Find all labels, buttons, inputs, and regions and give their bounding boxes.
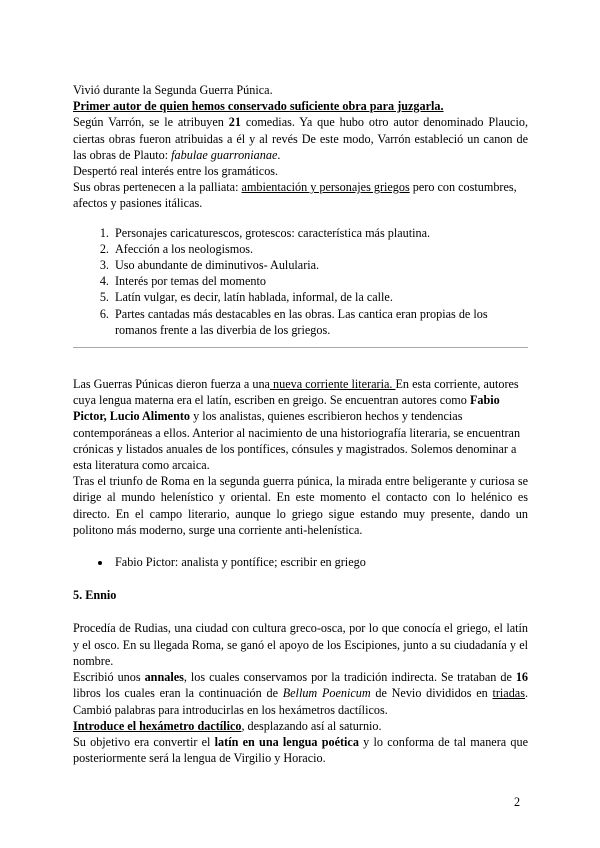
rome-triumph-paragraph: Tras el triunfo de Roma en la segunda guerra púnica, la mirada entre beligerante y curiosa se dirige al mundo helenístico y oriental. En este momento el contacto con lo helénico es directo. En el campo literario, aunque lo griego sigue estando muy presente, dando un politono más moderno, surge una corriente anti-helenística. — [73, 474, 528, 537]
punic-paragraph — [73, 376, 528, 473]
punic-text-c: y los analistas, quienes escribieron hechos y tendencias contemporáneas a ellos. Anterior al nacimiento de una historiografía literaria, se encuentran crónicas y listados anuales de los pontífices, cónsules y magistrados. Solemos denominar a esta literatura como arcaica. — [73, 409, 521, 473]
list-item: 4. Interés por temas del momento — [112, 273, 528, 289]
hexameter-line — [73, 718, 528, 734]
intro-line-first-author: Primer autor de quien hemos conservado suficiente obra para juzgarla. — [73, 99, 444, 114]
list-item: 1. Personajes caricaturescos, grotescos: característica más plautina. — [112, 225, 528, 241]
intro-line-war: Vivió durante la Segunda Guerra Púnica. — [73, 83, 273, 97]
punic-authors-bold: Fabio Pictor, Lucio Alimento — [73, 393, 500, 424]
ennio-origin-paragraph: Procedía de Rudias, una ciudad con cultura greco-osca, por lo que conocía el griego, el latín y el osco. En su llegada Roma, se ganó el apoyo de los Escipiones, junto a su ciudadanía y el nombre. — [73, 621, 528, 668]
varron-text-b: comedias. Ya que hubo otro autor denominado Plaucio, ciertas obras fueron atribuidas a él y al revés De este modo, Varrón estableció un canon de las obras de Plauto: — [73, 115, 528, 162]
features-list — [73, 225, 528, 338]
punic-text-a: Las Guerras Púnicas dieron fuerza a una — [73, 377, 270, 392]
annales-underlined: triadas — [492, 686, 525, 701]
annales-text-c: libros los cuales eran la continuación de — [73, 686, 283, 701]
annales-paragraph — [73, 669, 528, 718]
palliata-text-b: pero con costumbres, afectos y pasiones itálicas. — [73, 180, 517, 211]
poetic-bold: latín en una lengua poética — [214, 734, 359, 749]
hexameter-bold-underlined: Introduce el hexámetro dactílico — [73, 718, 242, 733]
annales-text-d: de Nevio divididos en — [370, 686, 493, 701]
varron-number: 21 — [228, 115, 241, 130]
poetic-text-a: Su objetivo era convertir el — [73, 734, 215, 749]
varron-text-a: Según Varrón, se le atribuyen — [73, 115, 229, 130]
palliata-paragraph — [73, 179, 528, 211]
punic-text-b: En esta corriente, autores cuya lengua materna era el latín, escriben en greigo. Se encuentran autores como — [73, 377, 519, 408]
list-item: 6. Partes cantadas más destacables en las obras. Las cantica eran propias de los romanos frente a las diverbia de los griegos. — [112, 306, 528, 338]
document-body — [73, 82, 528, 766]
annales-number: 16 — [515, 670, 529, 685]
annales-text-b: , los cuales conservamos por la tradición indirecta. Se trataban de — [183, 670, 516, 685]
bullet-list — [73, 554, 528, 570]
list-item: 2. Afección a los neologismos. — [112, 241, 528, 257]
annales-text-e: . Cambió palabras para introducirlas en los hexámetros dactílicos. — [73, 686, 528, 717]
varron-italic: fabulae guarronianae — [171, 147, 278, 162]
hexameter-rest: , desplazando así al saturnio. — [241, 718, 382, 733]
grammarians-line: Despertó real interés entre los gramáticos. — [73, 164, 279, 179]
varron-paragraph — [73, 114, 528, 163]
poetic-language-paragraph — [73, 734, 528, 766]
annales-italic: Bellum Poenicum — [282, 686, 371, 701]
annales-text-a: Escribió unos — [73, 670, 145, 685]
punic-underlined: nueva corriente literaria. — [269, 377, 396, 392]
poetic-text-b: y lo conforma de tal manera que posteriormente será la lengua de Virgilio y Horacio. — [73, 734, 529, 766]
varron-text-end: . — [277, 147, 281, 162]
list-item: 5. Latín vulgar, es decir, latín hablada, informal, de la calle. — [112, 289, 528, 305]
horizontal-divider — [73, 347, 528, 348]
page-number: 2 — [514, 795, 521, 809]
section-heading: 5. Ennio — [73, 588, 117, 603]
annales-bold: annales — [144, 670, 184, 685]
palliata-underlined: ambientación y personajes griegos — [241, 180, 410, 195]
list-item: 3. Uso abundante de diminutivos- Aulularia. — [112, 257, 528, 273]
palliata-text-a: Sus obras pertenecen a la palliata: — [73, 180, 242, 195]
list-item: • Fabio Pictor: analista y pontífice; escribir en griego — [112, 554, 528, 570]
